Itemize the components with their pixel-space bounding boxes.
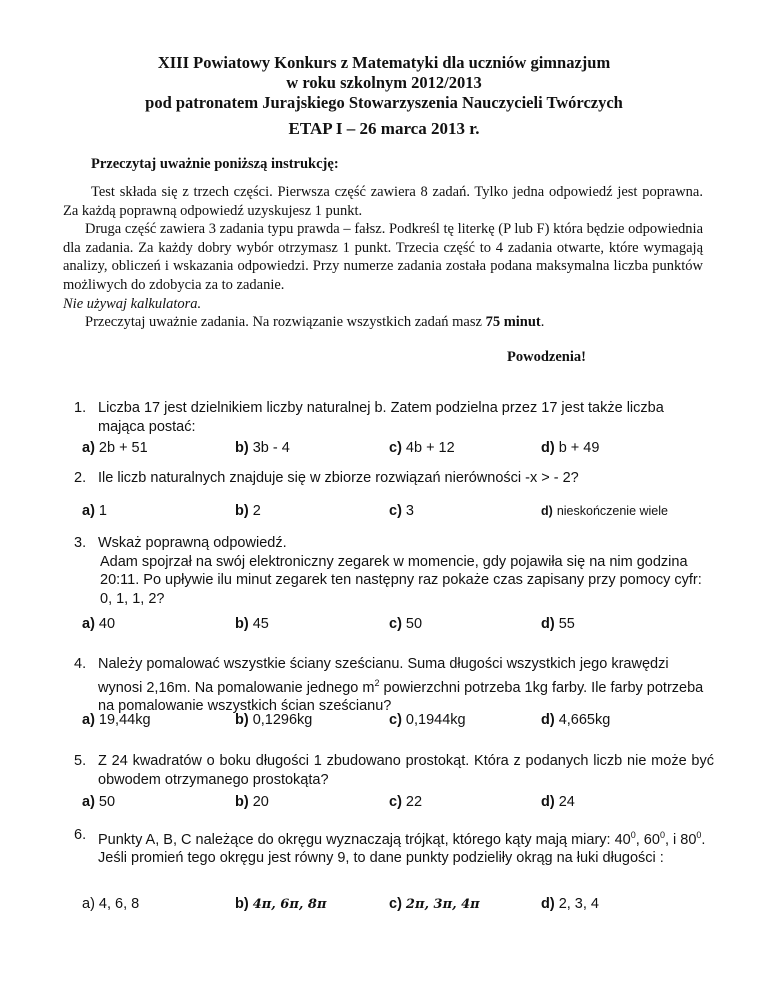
answers-1 [0,440,768,460]
answer-b[interactable]: b) 45 [235,616,269,632]
answers-6 [0,896,768,916]
answers-5 [0,794,768,814]
question-1 [74,399,714,436]
answers-4 [0,712,768,732]
time-limit: 75 minut [485,314,541,331]
instructions-paragraph-3: Nie używaj kalkulatora. [63,295,202,312]
question-text: Liczba 17 jest dzielnikiem liczby naturalnej b. Zatem podzielna przez 17 jest także liczba mająca postać: [98,400,664,435]
answers-2 [0,503,768,523]
question-6 [74,826,714,868]
answer-b[interactable]: b) 4π, 6π, 8π [235,896,327,912]
answer-b[interactable]: b) 3b - 4 [235,440,290,456]
question-text: Punkty A, B, C należące do okręgu wyznaczają trójkąt, którego kąty mają miary: $40^0$, $60^0$, i $80^0$. Jeśli promień tego okręgu jest równy 9, to dane punkty podzieliły okrąg na łuki długości : [98,830,706,867]
answers-3 [0,616,768,636]
question-number: 1. [74,400,87,416]
answer-c[interactable]: c) 2π, 3π, 4π [389,896,480,912]
answer-b[interactable]: b) 2 [235,503,261,519]
instructions-body [63,183,703,332]
answer-c[interactable]: c) 3 [389,503,414,519]
answer-c[interactable]: c) 4b + 12 [389,440,455,456]
answer-a[interactable]: a) 1 [82,503,107,519]
instructions-title: Przeczytaj uważnie poniższą instrukcję: [91,156,339,172]
stage-title: ETAP I – 26 marca 2013 r. [288,119,480,138]
answer-d[interactable]: d) 2, 3, 4 [541,896,599,912]
header-line-2: w roku szkolnym 2012/2013 [286,73,482,92]
answer-a[interactable]: a) 4, 6, 8 [82,896,140,912]
answer-c[interactable]: c) 22 [389,794,423,810]
answer-d[interactable]: d) 55 [541,616,575,632]
header-line-1: XIII Powiatowy Konkurs z Matematyki dla uczniów gimnazjum [157,53,611,72]
instructions-paragraph-1: Test składa się z trzech części. Pierwsza część zawiera 8 zadań. Tylko jedna odpowiedź jest poprawna. Za każdą poprawną odpowiedź uzyskujesz 1 punkt. [63,184,703,219]
instructions-paragraph-4: Przeczytaj uważnie zadania. Na rozwiązanie wszystkich zadań masz 75 minut. [85,314,545,331]
question-text: Wskaż poprawną odpowiedź. Adam spojrzał na swój elektroniczny zegarek w momencie, gdy pojawiła się na nim godzina 20:11. Po upływie ilu minut zegarek ten następny raz pokaże czas zapisany przy pomocy cyfr: 0, 1, 1, 2? [98,535,702,607]
answer-b[interactable]: b) 20 [235,794,269,810]
instructions-paragraph-2: Druga część zawiera 3 zadania typu prawda – fałsz. Podkreśl tę literkę (P lub F) która będzie odpowiednia dla zadania. Za każdy dobry wybór otrzymasz 1 punkt. Trzecia część to 4 zadania otwarte, które wymagają analizy, obliczeń i wskazania odpowiedzi. Przy numerze zadania została podana maksymalna liczba punktów możliwych do zdobycia za to zadanie. [63,221,703,293]
question-number: 6. [74,827,87,843]
answer-a[interactable]: a) 19,44kg [82,712,151,728]
question-5 [74,752,714,789]
question-number: 4. [74,656,87,672]
answer-a[interactable]: a) 2b + 51 [82,440,148,456]
question-2 [74,469,714,488]
answer-a[interactable]: a) 40 [82,616,116,632]
question-number: 3. [74,535,87,551]
answer-c[interactable]: c) 0,1944kg [389,712,466,728]
good-luck-text: Powodzenia! [507,349,586,365]
question-number: 5. [74,753,87,769]
question-text: Należy pomalować wszystkie ściany sześcianu. Suma długości wszystkich jego krawędzi wynosi 2,16m. Na pomalowanie jednego $m^2$ powierzchni potrzeba 1kg farby. Ile farby potrzeba na pomalowanie wszystkich ścian sześcianu? [98,656,704,715]
answer-a[interactable]: a) 50 [82,794,116,810]
question-3 [74,534,714,608]
question-number: 2. [74,470,87,486]
answer-b[interactable]: b) 0,1296kg [235,712,313,728]
answer-d[interactable]: d) nieskończenie wiele [541,504,668,518]
answer-d[interactable]: d) 4,665kg [541,712,611,728]
answer-c[interactable]: c) 50 [389,616,423,632]
answer-d[interactable]: d) b + 49 [541,440,600,456]
answer-d[interactable]: d) 24 [541,794,575,810]
contest-header [0,53,768,113]
header-line-3: pod patronatem Jurajskiego Stowarzyszenia Nauczycieli Twórczych [145,93,623,112]
question-4 [74,655,714,716]
question-text: Z 24 kwadratów o boku długości 1 zbudowano prostokąt. Która z podanych liczb nie może być obwodem otrzymanego prostokąta? [98,753,714,788]
question-text: Ile liczb naturalnych znajduje się w zbiorze rozwiązań nierówności -x > - 2? [98,470,579,486]
